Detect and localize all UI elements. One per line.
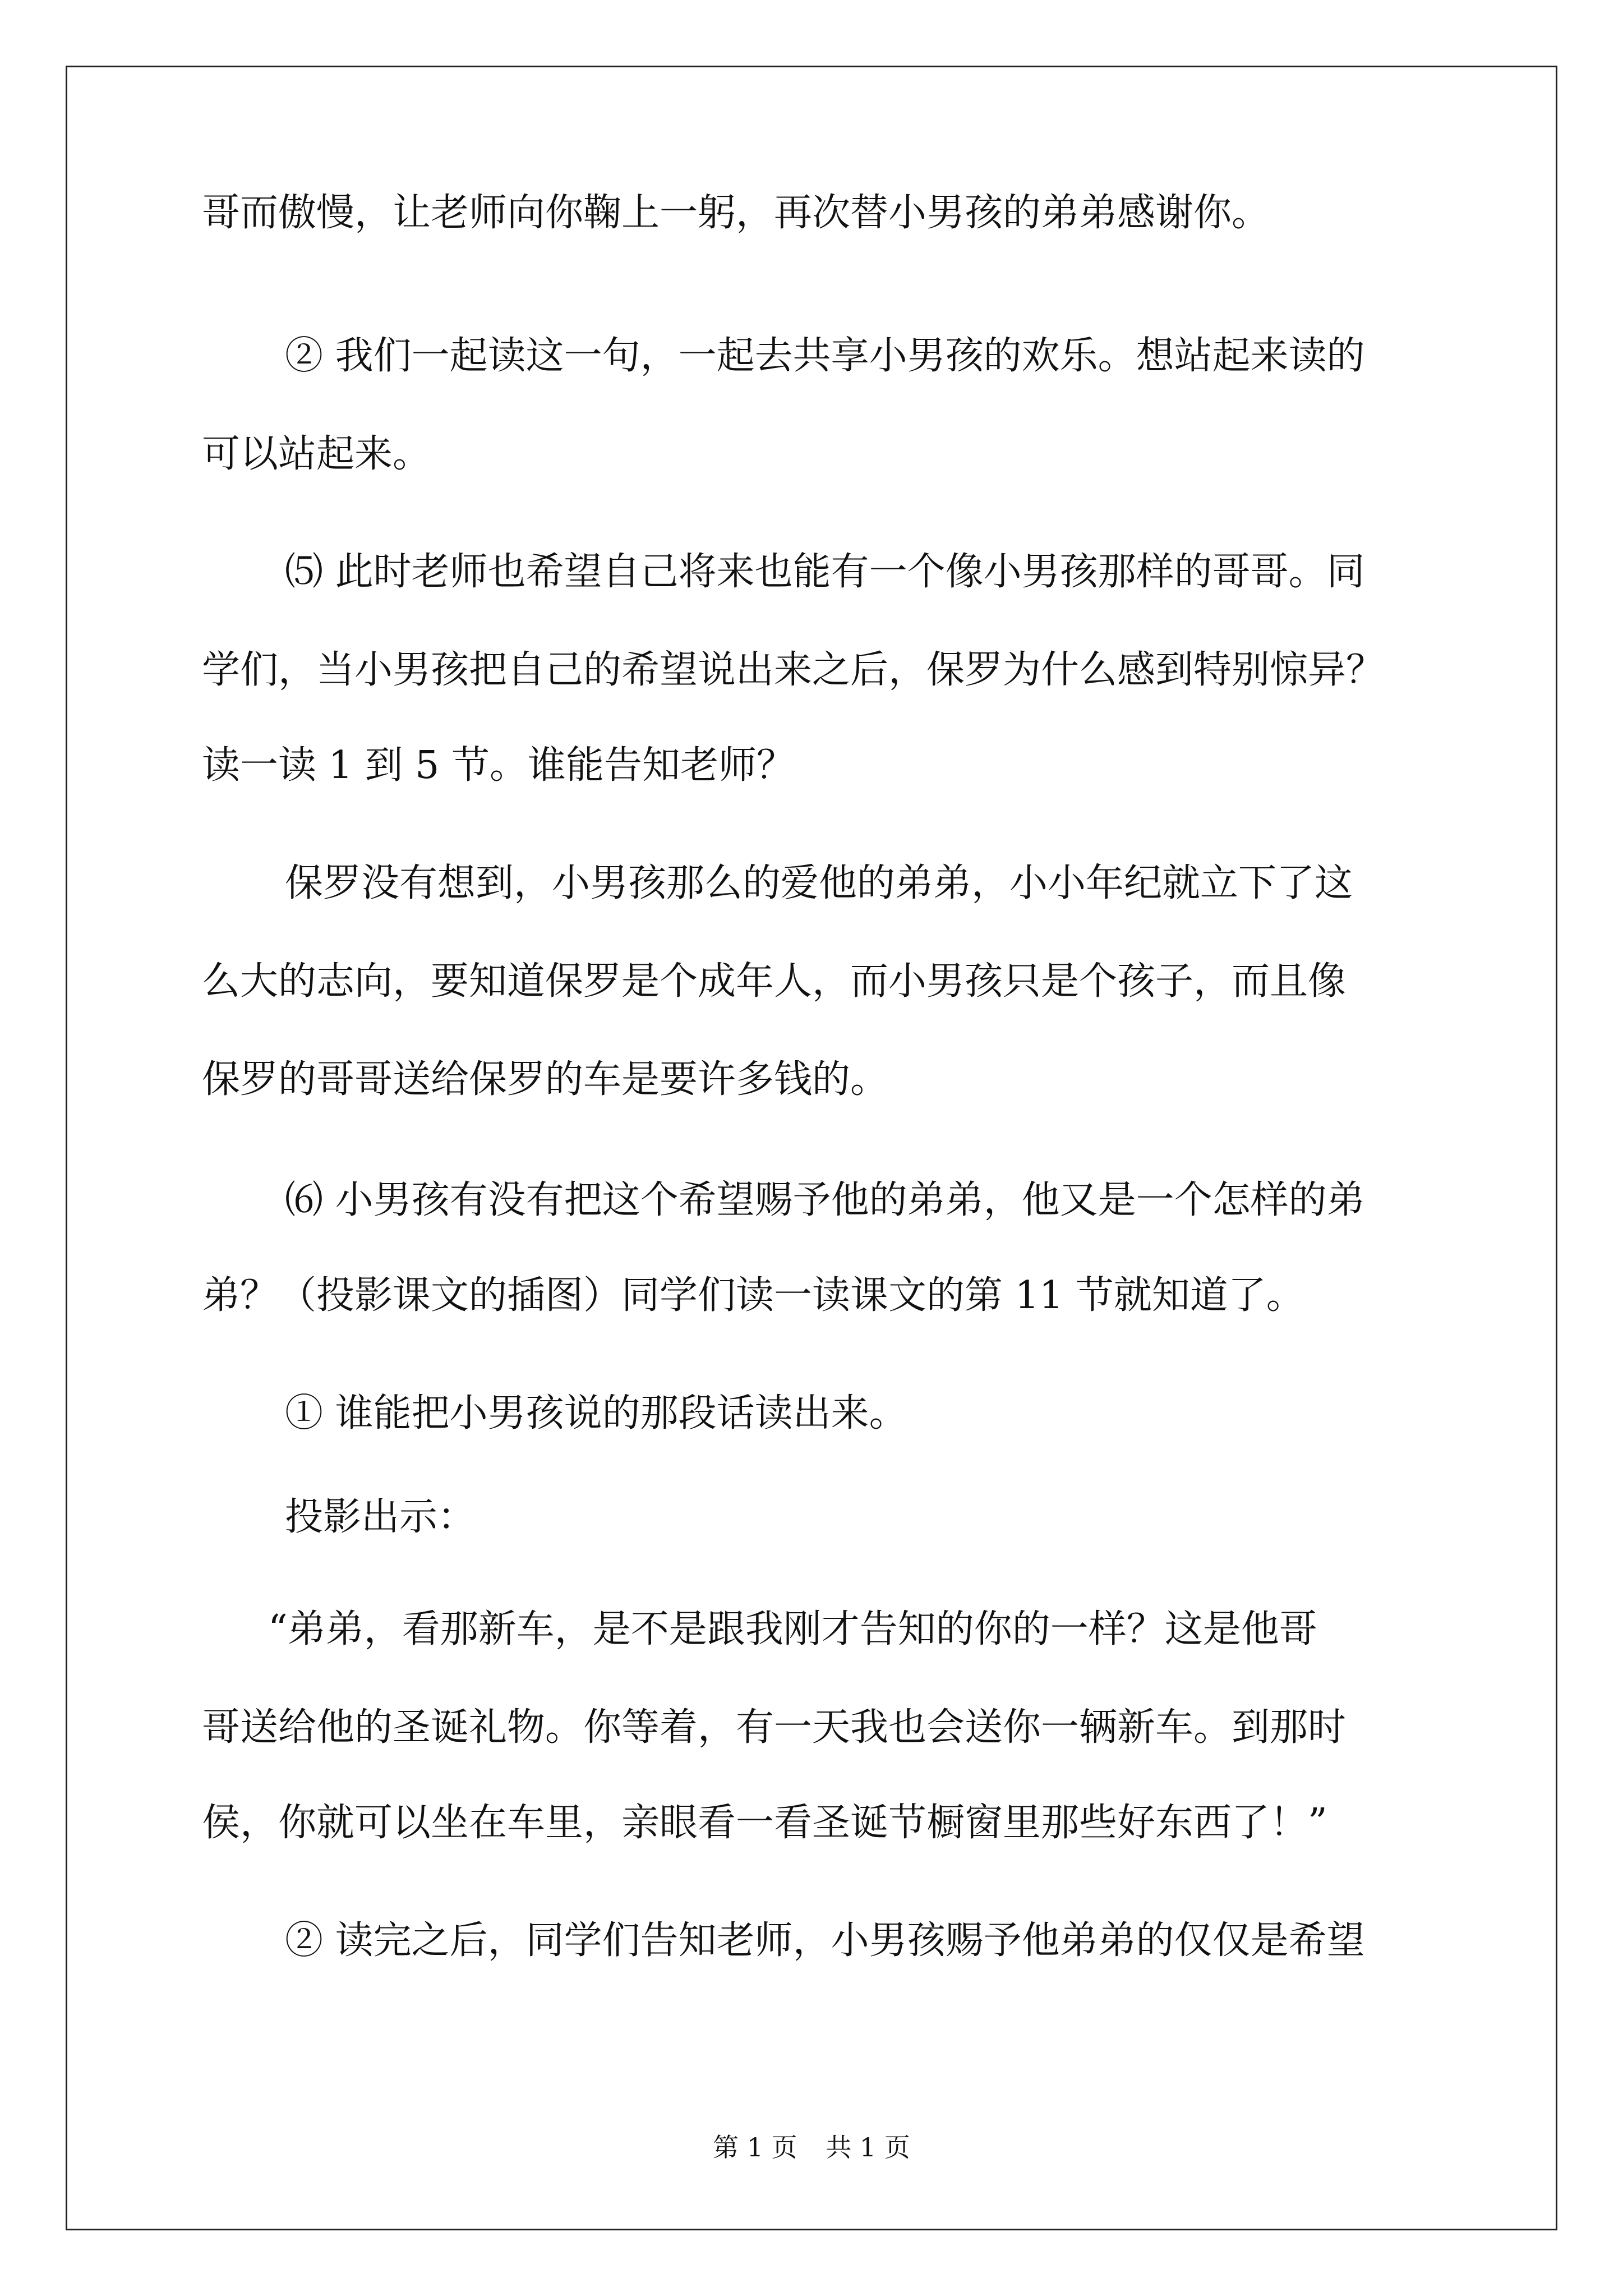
- text-line: 学们，当小男孩把自己的希望说出来之后，保罗为什么感到特别惊异？: [202, 648, 1385, 692]
- text-line: 侯，你就可以坐在车里，亲眼看一看圣诞节橱窗里那些好东西了！”: [202, 1801, 1327, 1845]
- text-line: ② 读完之后，同学们告知老师，小男孩赐予他弟弟的仅仅是希望: [285, 1918, 1365, 1963]
- text-line: 投影出示：: [285, 1495, 476, 1539]
- text-line: 弟？（投影课文的插图）同学们读一读课文的第 11 节就知道了。: [202, 1273, 1304, 1318]
- page-footer: [0, 2132, 1623, 2163]
- text-line: 哥而傲慢，让老师向你鞠上一躬，再次替小男孩的弟弟感谢你。: [202, 191, 1270, 235]
- text-line: “弟弟，看那新车，是不是跟我刚才告知的你的一样？这是他哥: [268, 1607, 1317, 1651]
- text-line: 读一读 1 到 5 节。谁能告知老师？: [202, 743, 795, 788]
- text-line: ⑹ 小男孩有没有把这个希望赐予他的弟弟，他又是一个怎样的弟: [285, 1178, 1365, 1222]
- text-line: 保罗的哥哥送给保罗的车是要许多钱的。: [202, 1057, 889, 1102]
- text-line: ⑸ 此时老师也希望自己将来也能有一个像小男孩那样的哥哥。同: [285, 550, 1365, 594]
- page-border: [66, 66, 1557, 2230]
- text-line: 保罗没有想到，小男孩那么的爱他的弟弟，小小年纪就立下了这: [285, 861, 1353, 905]
- text-line: ① 谁能把小男孩说的那段话读出来。: [285, 1391, 907, 1435]
- page-number-total: 共 1 页: [826, 2132, 910, 2162]
- text-line: 可以站起来。: [202, 432, 431, 476]
- text-line: 么大的志向，要知道保罗是个成年人，而小男孩只是个孩子，而且像: [202, 959, 1347, 1004]
- page-number-current: 第 1 页: [713, 2132, 797, 2162]
- text-line: 哥送给他的圣诞礼物。你等着，有一天我也会送你一辆新车。到那时: [202, 1705, 1347, 1750]
- text-line: ② 我们一起读这一句，一起去共享小男孩的欢乐。想站起来读的: [285, 334, 1365, 378]
